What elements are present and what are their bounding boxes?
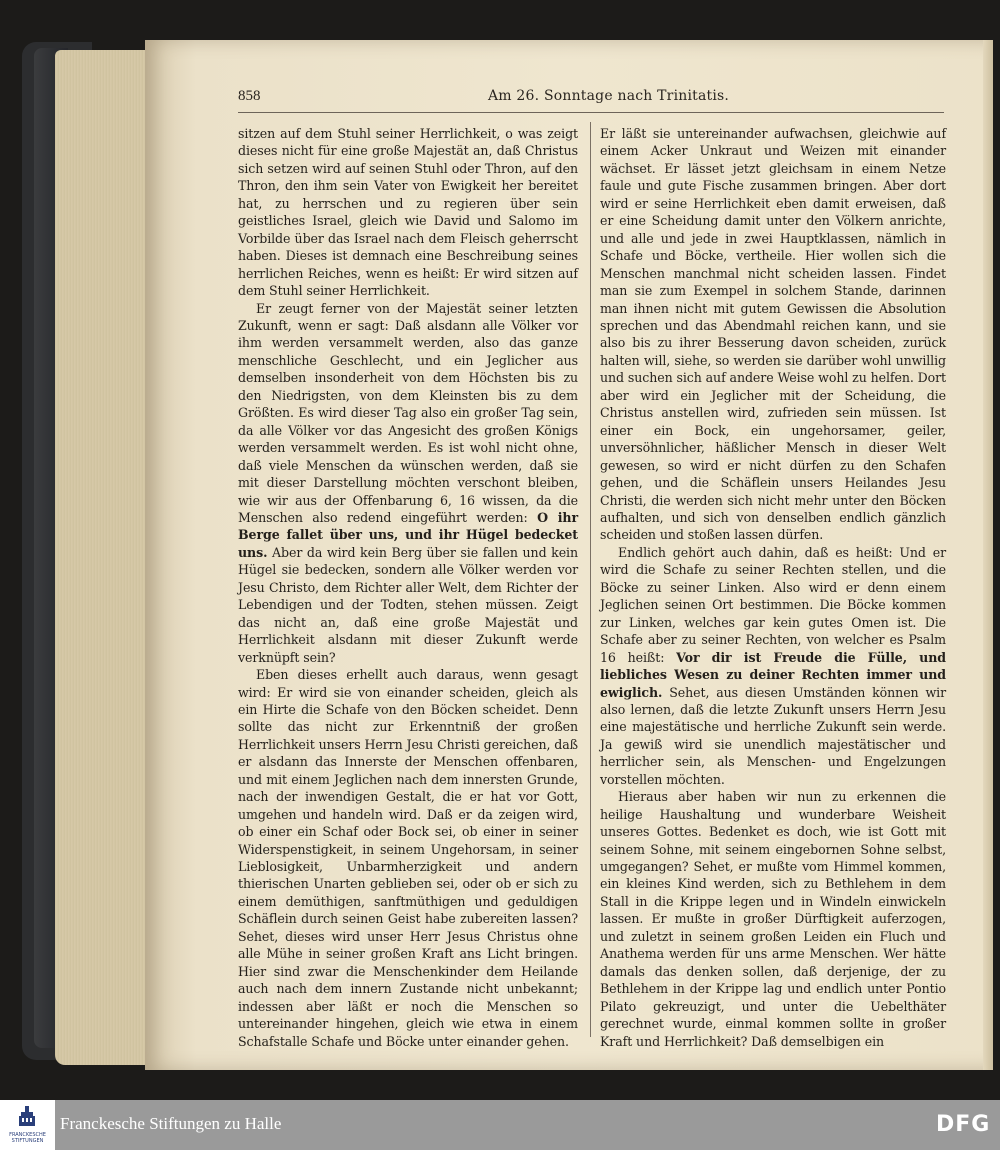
column-divider [590, 122, 591, 1037]
emphasized-quote: O ihr Berge fallet über uns, und ihr Hügel bedecket uns. [238, 509, 578, 560]
text-run: Er zeugt ferner von der Majestät seiner letzten Zukunft, wenn er sagt: Daß alsdann alle Völker vor ihm werden versammelt werden, also das ganze menschliche Geschlecht, und ein Jeglicher aus demselben insonderheit von dem Höchsten bis zu den Niedrigsten, von dem Kleinsten bis zu dem Größten. Es wird dieser Tag also ein großer Tag sein, da alle Völker vor das Angesicht des großen Königs werden versammelt werden. Es ist wohl nicht ohne, daß viele Menschen da wünschen werden, daß sie mit dieser Darstellung möchten verschont bleiben, wie wir aus der Offenbarung 6, 16 wissen, da die Menschen also redend eingeführt werden: [238, 300, 578, 525]
running-title: Am 26. Sonntage nach Trinitatis. [488, 88, 730, 104]
page-stack [55, 50, 155, 1065]
paragraph [600, 544, 946, 788]
logo-text: FRANCKESCHE STIFTUNGEN [9, 1132, 46, 1144]
viewer-footer [0, 1100, 1000, 1150]
page-edge [983, 40, 993, 1070]
institution-name[interactable]: Franckesche Stiftungen zu Halle [60, 1114, 282, 1133]
dfg-logo[interactable]: DFG [936, 1112, 991, 1137]
left-column [238, 125, 578, 1050]
paragraph: Er läßt sie untereinander aufwachsen, gleichwie auf einem Acker Unkraut und Weizen mit einander wächset. Er lässet jetzt gleichsam in einem Netze faule und gute Fische zusammen bringen. Aber dort wird er seine Herrlichkeit eben damit erweisen, daß er eine Scheidung damit unter den Völkern anrichte, und alle und jede in zwei Hauptklassen, nämlich in Schafe und Böcke, vertheile. Hier wollen sich die Menschen manchmal nicht scheiden lassen. Findet man sie zum Exempel in solchem Stande, darinnen man ihnen nicht mit gutem Gewissen die Absolution sprechen und das Abendmahl reichen kann, und sie also bis zu ihrer Besserung davon scheiden, zurück halten will, siehe, so werden sie darüber wohl unwillig und suchen sich auf andere Weise wohl zu helfen. Dort aber wird ein Jeglicher mit der Scheidung, die Christus anstellen wird, zufrieden sein müssen. Ist einer ein Bock, ein ungehorsamer, geiler, unversöhnlicher, häßlicher Mensch in dieser Welt gewesen, so wird er nicht dürfen zu den Schafen gehen, und die Schäflein unsers Heilandes Jesu Christi, die werden sich nicht mehr unter den Böcken aufhalten, und sich von denselben endlich gänzlich scheiden und stoßen lassen dürfen. [600, 126, 946, 543]
franckesche-logo[interactable] [0, 1100, 55, 1150]
building-icon [18, 1106, 36, 1128]
page-header [238, 88, 944, 113]
right-column [600, 125, 946, 1050]
text-run: Aber da wird kein Berg über sie fallen und kein Hügel sie bedecken, sondern alle Völker werden vor Jesu Christo, dem Richter aller Welt, dem Richter der Lebendigen und der Todten, stehen müssen. Zeigt das nicht an, daß eine große Majestät und Herrlichkeit alsdann mit dieser Zukunft werde verknüpft sein? [238, 544, 578, 665]
text-run: Sehet, aus diesen Umständen können wir also lernen, daß die letzte Zukunft unsers Herrn Jesu eine majestätische und herrliche Zukunft sein werde. Ja gewiß wird sie unendlich majestätischer und herrlicher sein, als Menschen- und Engelzungen vorstellen möchten. [600, 684, 946, 787]
paragraph: Eben dieses erhellt auch daraus, wenn gesagt wird: Er wird sie von einander scheiden, gleich als ein Hirte die Schafe von den Böcken scheidet. Denn sollte das nicht zur Erkenntniß der großen Herrlichkeit unsers Herrn Jesu Christi gereichen, daß er alsdann das Innerste der Menschen offenbaren, und mit einem Jeglichen nach dem innersten Grunde, nach der inwendigen Gestalt, die er hat vor Gott, umgehen und handeln wird. Daß er da zeigen wird, ob einer ein Schaf oder Bock sei, ob einer in seiner Widerspenstigkeit, in seinem Ungehorsam, in seiner Lieblosigkeit, Unbarmherzigkeit und andern thierischen Unarten geblieben sei, oder ob er sich zu einem demüthigen, sanftmüthigen und geduldigen Schäflein durch seinen Geist habe zubereiten lassen? Sehet, dieses wird unser Herr Jesus Christus ohne alle Mühe in seiner großen Kraft ans Licht bringen. Hier sind zwar die Menschenkinder dem Heilande auch nach dem innern Zustande nicht unbekannt; indessen aber läßt er noch die Menschen so untereinander hingehen, gleich wie etwa in einem Schafstalle Schafe und Böcke unter einander gehen. [238, 667, 578, 1049]
page-number: 858 [238, 88, 261, 104]
text-run: Endlich gehört auch dahin, daß es heißt: Und er wird die Schafe zu seiner Rechten stellen, und die Böcke zu seiner Linken. Also wird er denn einem Jeglichen seinen Ort bestimmen. Die Böcke kommen zur Linken, welches gar kein gutes Omen ist. Die Schafe aber zu seiner Rechten, von welcher es Psalm 16 heißt: [600, 544, 946, 665]
book-page [145, 40, 993, 1070]
emphasized-quote: Vor dir ist Freude die Fülle, und liebliches Wesen zu deiner Rechten immer und ewiglich. [600, 649, 946, 700]
paragraph: Hieraus aber haben wir nun zu erkennen die heilige Haushaltung und wunderbare Weisheit unseres Gottes. Bedenket es doch, wie ist Gott mit seinem Sohne, mit seinem eingebornen Sohne selbst, umgegangen? Sehet, er mußte vom Himmel kommen, ein kleines Kind werden, sich zu Bethlehem in dem Stall in die Krippe legen und in Windeln einwickeln lassen. Er mußte in großer Dürftigkeit auferzogen, und zuletzt in seinem großen Leiden ein Fluch und Anathema werden für uns arme Menschen. Wer hätte damals das denken sollen, daß derjenige, der zu Bethlehem in der Krippe lag und endlich unter Pontio Pilato gekreuzigt, und unter die Uebelthäter gerechnet wurde, einmal kommen sollte in großer Kraft und Herrlichkeit? Daß demselbigen ein [600, 789, 946, 1049]
paragraph: sitzen auf dem Stuhl seiner Herrlichkeit, o was zeigt dieses nicht für eine große Majestät an, daß Christus sich setzen wird auf seinen Stuhl oder Thron, auf den Thron, den ihm sein Vater von Ewigkeit her bereitet hat, zu herrschen und zu regieren über sein geistliches Israel, gleich wie David und Salomo im Vorbilde über das Israel nach dem Fleisch geherrscht haben. Dieses ist demnach eine Beschreibung seines herrlichen Reiches, wenn es heißt: Er wird sitzen auf dem Stuhl seiner Herrlichkeit. [238, 126, 578, 299]
paragraph [238, 300, 578, 667]
